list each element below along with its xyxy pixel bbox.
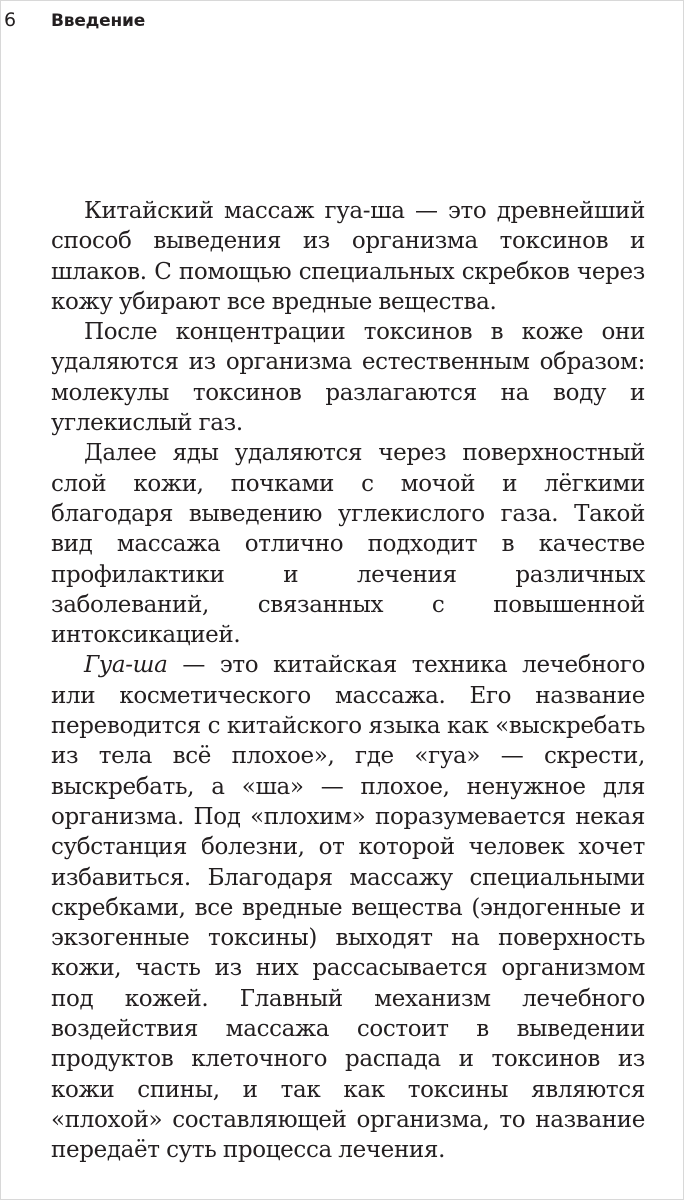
term-gua-sha: Гуа-ша bbox=[84, 652, 168, 679]
body-text bbox=[51, 196, 645, 1166]
paragraph: После концентрации токсинов в коже они удаляются из организма естественным образом: молекулы токсинов разлагаются на воду и углекислый газ. bbox=[51, 319, 645, 437]
paragraph: Китайский массаж гуа-ша — это древнейший способ выведения из организма токсинов и шлаков. С помощью специальных скребков через кожу убирают все вредные вещества. bbox=[51, 198, 645, 315]
paragraph bbox=[51, 650, 645, 1165]
paragraph: Далее яды удаляются через поверхностный слой кожи, почками с мочой и лёгкими благодаря выведению углекислого газа. Такой вид массажа отлично подходит в качестве профилактики и лечения различных заболеваний, связанных с повышенной интоксикацией. bbox=[51, 440, 645, 649]
section-title: Введение bbox=[51, 11, 146, 31]
paragraph-text: — это китайская техника лечебного или косметического массажа. Его название переводится с китайского языка как «выскребать из тела всё плохое», где «гуа» — скрести, выскребать, а «ша» — плохое, ненужное для организма. Под «плохим» поразумевается некая субстанция болезни, от которой человек хочет избавиться. Благодаря массажу специальными скребками, все вредные вещества (эндогенные и экзогенные токсины) выходят на поверхность кожи, часть из них рассасывается организмом под кожей. Главный механизм лечебного воздействия массажа состоит в выведении продуктов клеточного распада и токсинов из кожи спины, и так как токсины являются «плохой» составляющей организма, то название передаёт суть процесса лечения. bbox=[51, 652, 645, 1164]
page-number: 6 bbox=[4, 9, 17, 31]
